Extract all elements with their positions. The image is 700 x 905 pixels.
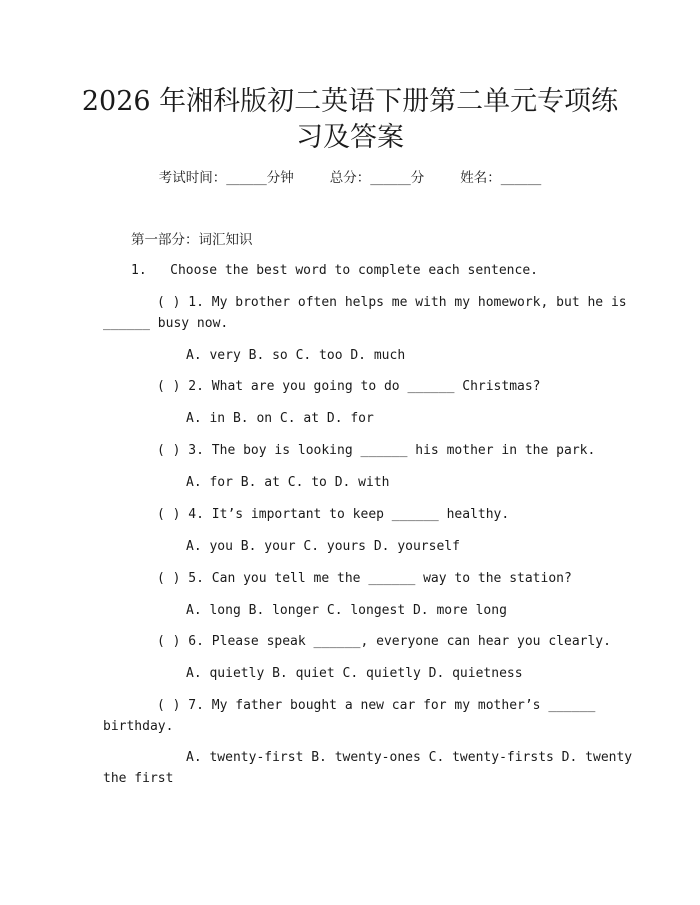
exam-time-field: 考试时间：______分钟: [158, 170, 294, 186]
instruction: 1. Choose the best word to complete each sentence.: [131, 263, 538, 278]
question-2-options: A. in B. on C. at D. for: [186, 411, 374, 426]
question-5-options: A. long B. longer C. longest D. more long: [186, 603, 507, 618]
question-1-stem-continued: ______ busy now.: [103, 316, 229, 331]
question-4-options: A. you B. your C. yours D. yourself: [186, 539, 460, 554]
document-title-line1: 2026 年湘科版初二英语下册第二单元专项练: [81, 86, 619, 117]
question-7-stem: ( ) 7. My father bought a new car for my mother’s ______: [157, 698, 596, 713]
question-1-options: A. very B. so C. too D. much: [186, 348, 406, 363]
total-score-field: 总分：______分: [329, 170, 425, 186]
document-title-line2: 习及答案: [296, 122, 404, 153]
question-6-options: A. quietly B. quiet C. quietly D. quietness: [186, 666, 523, 681]
question-4-stem: ( ) 4. It’s important to keep ______ healthy.: [157, 507, 510, 522]
question-7-options: A. twenty-first B. twenty-ones C. twenty-firsts D. twenty: [186, 750, 633, 765]
exam-meta: [0, 168, 700, 188]
question-6-stem: ( ) 6. Please speak ______, everyone can hear you clearly.: [157, 634, 611, 649]
question-7-stem-continued: birthday.: [103, 719, 174, 734]
section-title: 第一部分：词汇知识: [131, 232, 253, 248]
question-5-stem: ( ) 5. Can you tell me the ______ way to the station?: [157, 571, 572, 586]
question-7-options-continued: the first: [103, 771, 174, 786]
student-name-field: 姓名：______: [460, 170, 542, 186]
question-1-stem: ( ) 1. My brother often helps me with my homework, but he is: [157, 295, 627, 310]
question-3-options: A. for B. at C. to D. with: [186, 475, 390, 490]
question-2-stem: ( ) 2. What are you going to do ______ Christmas?: [157, 379, 541, 394]
question-3-stem: ( ) 3. The boy is looking ______ his mother in the park.: [157, 443, 596, 458]
